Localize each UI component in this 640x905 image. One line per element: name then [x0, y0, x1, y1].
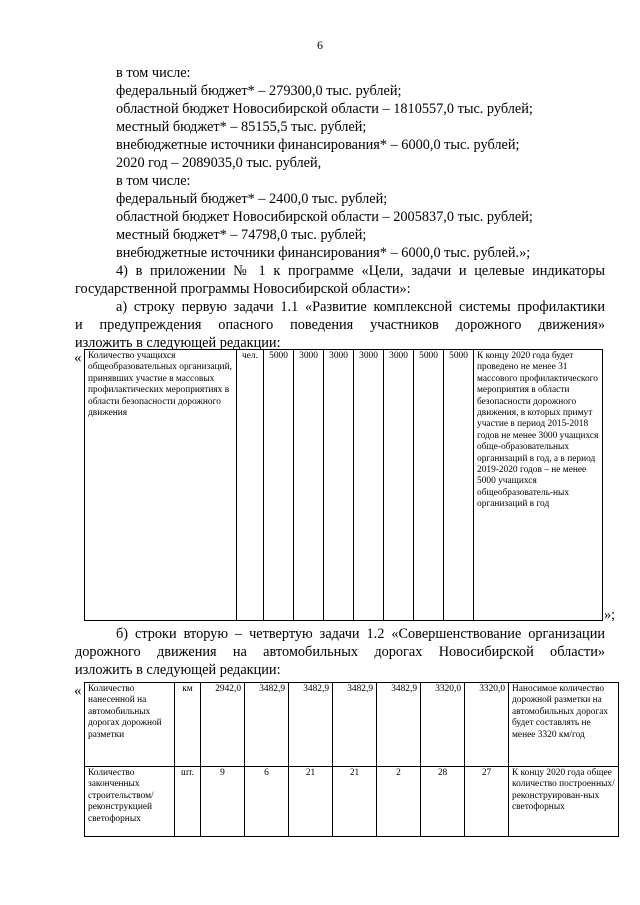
value-cell: 5000	[444, 350, 474, 621]
value-cell: 3320,0	[465, 683, 509, 767]
paragraph-b-line-1: б) строки вторую – четвертую задачи 1.2 «Совершенствование организации	[116, 626, 605, 642]
text-line: внебюджетные источники финансирования* – 6000,0 тыс. рублей;	[116, 137, 520, 153]
value-cell: 3482,9	[289, 683, 333, 767]
unit-cell: чел.	[237, 350, 264, 621]
value-cell: 2	[377, 767, 421, 837]
value-cell: 3320,0	[421, 683, 465, 767]
note-cell: Наносимое количество дорожной разметки на автомобильных дорогах будет составлять не менее 3320 км/год	[509, 683, 619, 767]
indicator-name: Количество законченных строительством/ реконструкцией светофорных	[85, 767, 175, 837]
text-line: в том числе:	[116, 173, 191, 189]
paragraph-a-line-1: а) строку первую задачи 1.1 «Развитие комплексной системы профилактики	[116, 299, 605, 315]
value-cell: 3000	[294, 350, 324, 621]
value-cell: 5000	[414, 350, 444, 621]
text-line: областной бюджет Новосибирской области – 2005837,0 тыс. рублей;	[116, 209, 533, 225]
value-cell: 3482,9	[333, 683, 377, 767]
paragraph-a-line-2: и предупреждения опасного поведения участников дорожного движения»	[75, 317, 605, 333]
page-number: 6	[317, 38, 323, 52]
text-line: в том числе:	[116, 65, 191, 81]
text-line: местный бюджет* – 85155,5 тыс. рублей;	[116, 119, 367, 135]
unit-cell: шт.	[175, 767, 201, 837]
value-cell: 3000	[384, 350, 414, 621]
value-cell: 6	[245, 767, 289, 837]
paragraph-4-line-1: 4) в приложении № 1 к программе «Цели, задачи и целевые индикаторы	[116, 263, 605, 279]
indicator-name: Количество учащихся общеобразовательных организаций, принявших участие в массовых профилактических мероприятиях в области безопасности дорожного движения	[85, 350, 237, 621]
text-line: федеральный бюджет* – 2400,0 тыс. рублей;	[116, 191, 388, 207]
value-cell: 21	[333, 767, 377, 837]
table-row	[85, 683, 619, 767]
open-quote: «	[74, 350, 82, 366]
value-cell: 9	[201, 767, 245, 837]
text-line: внебюджетные источники финансирования* – 6000,0 тыс. рублей.»;	[116, 245, 531, 261]
indicator-table-2	[84, 682, 619, 837]
indicator-table-1	[84, 349, 603, 621]
note-cell: К концу 2020 года общее количество построенных/ реконструирован-ных светофорных	[509, 767, 619, 837]
paragraph-a-line-3: изложить в следующей редакции:	[75, 335, 281, 351]
text-line: 2020 год – 2089035,0 тыс. рублей,	[116, 155, 322, 171]
table-row	[85, 767, 619, 837]
close-quote: »;	[604, 607, 616, 623]
paragraph-b-line-2: дорожного движения на автомобильных дорогах Новосибирской области»	[75, 644, 605, 660]
unit-cell: км	[175, 683, 201, 767]
note-cell: К концу 2020 года будет проведено не менее 31 массового профилактического мероприятия в области безопасности дорожного движения, в которых примут участие в период 2015-2018 годов не менее 3000 учащихся обще-образовательных организаций в год, а в период 2019-2020 годов – не менее 5000 учащихся общеобразователь-ных организаций в год	[474, 350, 603, 621]
value-cell: 3000	[354, 350, 384, 621]
paragraph-4-line-2: государственной программы Новосибирской области»:	[75, 281, 411, 297]
text-line: местный бюджет* – 74798,0 тыс. рублей;	[116, 227, 367, 243]
value-cell: 28	[421, 767, 465, 837]
paragraph-b-line-3: изложить в следующей редакции:	[75, 662, 281, 678]
text-line: областной бюджет Новосибирской области – 1810557,0 тыс. рублей;	[116, 101, 533, 117]
table-row	[85, 350, 603, 621]
indicator-name: Количество нанесенной на автомобильных дорогах дорожной разметки	[85, 683, 175, 767]
text-line: федеральный бюджет* – 279300,0 тыс. рублей;	[116, 83, 402, 99]
value-cell: 5000	[264, 350, 294, 621]
value-cell: 2942,0	[201, 683, 245, 767]
value-cell: 3000	[324, 350, 354, 621]
open-quote-2: «	[74, 683, 82, 699]
value-cell: 3482,9	[245, 683, 289, 767]
value-cell: 3482,9	[377, 683, 421, 767]
value-cell: 21	[289, 767, 333, 837]
value-cell: 27	[465, 767, 509, 837]
